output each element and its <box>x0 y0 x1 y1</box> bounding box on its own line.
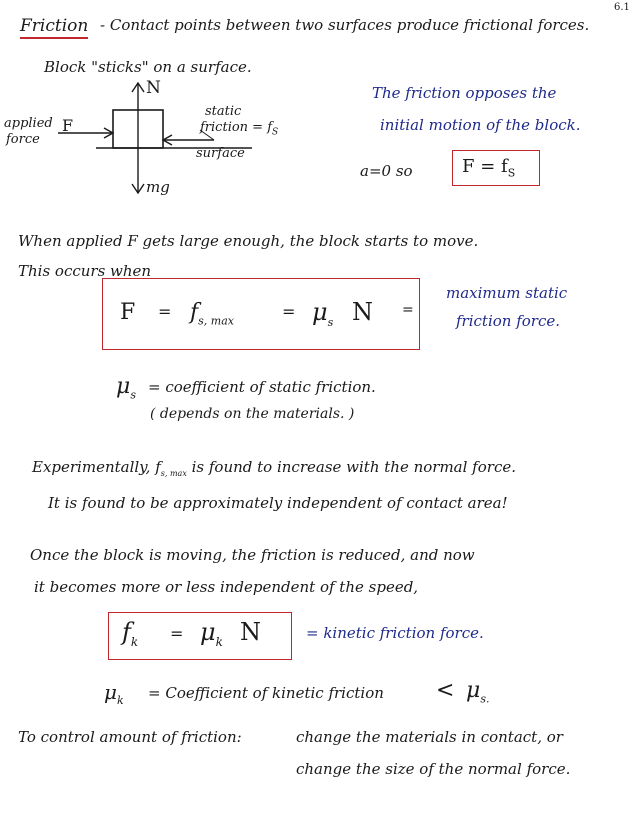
blue-note-1: The friction opposes the <box>372 84 557 102</box>
mu-s-end: $\mu_{s.}$ <box>466 678 490 706</box>
applied-F-label: F <box>62 116 74 135</box>
kinetic-note: = kinetic friction force. <box>306 624 484 642</box>
control-option-1: change the materials in contact, or <box>296 728 563 746</box>
mg-label: mg <box>146 178 170 196</box>
max-eq-N: N <box>352 298 373 326</box>
normal-label: N <box>146 78 161 98</box>
kinetic-eq-eq: = <box>170 624 184 643</box>
blue-note-2: initial motion of the block. <box>380 116 581 134</box>
max-eq-fs: $f_{s, max}$ <box>190 300 234 328</box>
less-than: < <box>436 678 455 703</box>
kinetic-eq-mu: $\mu_k$ <box>200 618 223 649</box>
occurs-line: This occurs when <box>18 262 152 280</box>
mu-s-symbol: $\mu_s$ <box>116 374 136 402</box>
max-note-2: friction force. <box>456 312 561 330</box>
applied-label: applied <box>4 116 53 131</box>
page-title: Friction <box>20 16 88 39</box>
static-label: static <box>205 104 242 119</box>
mu-k-symbol: $\mu_k$ <box>104 680 124 707</box>
mu-k-definition: = Coefficient of kinetic friction <box>148 684 384 702</box>
once-line: Once the block is moving, the friction is reduced, and now <box>30 546 475 564</box>
a-zero-label: a=0 so <box>360 162 413 180</box>
control-option-2: change the size of the normal force. <box>296 760 571 778</box>
page-number: 6.1 <box>614 2 630 13</box>
experimentally-line: Experimentally, $f_{s, max}$ is found to increase with the normal force. <box>32 458 516 478</box>
surface-label: surface <box>196 146 245 161</box>
found-line: It is found to be approximately independent of contact area! <box>48 494 508 512</box>
when-line: When applied F gets large enough, the block starts to move. <box>18 232 479 250</box>
force-label: force <box>6 132 40 147</box>
max-eq-eq2: = <box>282 302 296 321</box>
kinetic-eq-N: N <box>240 618 261 646</box>
sticks-line: Block "sticks" on a surface. <box>44 58 252 76</box>
friction-label: friction = $f_S$ <box>200 120 279 138</box>
max-eq-F: F <box>120 300 136 325</box>
title-description: - Contact points between two surfaces produce frictional forces. <box>100 16 590 34</box>
static-eq: $F = f_S$ <box>462 156 516 180</box>
max-eq-eq3: = <box>402 302 414 318</box>
max-note-1: maximum static <box>446 284 568 302</box>
depends-line: ( depends on the materials. ) <box>150 406 355 422</box>
becomes-line: it becomes more or less independent of the speed, <box>34 578 419 596</box>
mu-s-definition: = coefficient of static friction. <box>148 378 376 396</box>
kinetic-eq-fk: $f_k$ <box>122 618 139 649</box>
max-eq-mu: $\mu_s$ <box>312 298 334 329</box>
max-eq-eq1: = <box>158 302 172 321</box>
control-label: To control amount of friction: <box>18 728 242 746</box>
